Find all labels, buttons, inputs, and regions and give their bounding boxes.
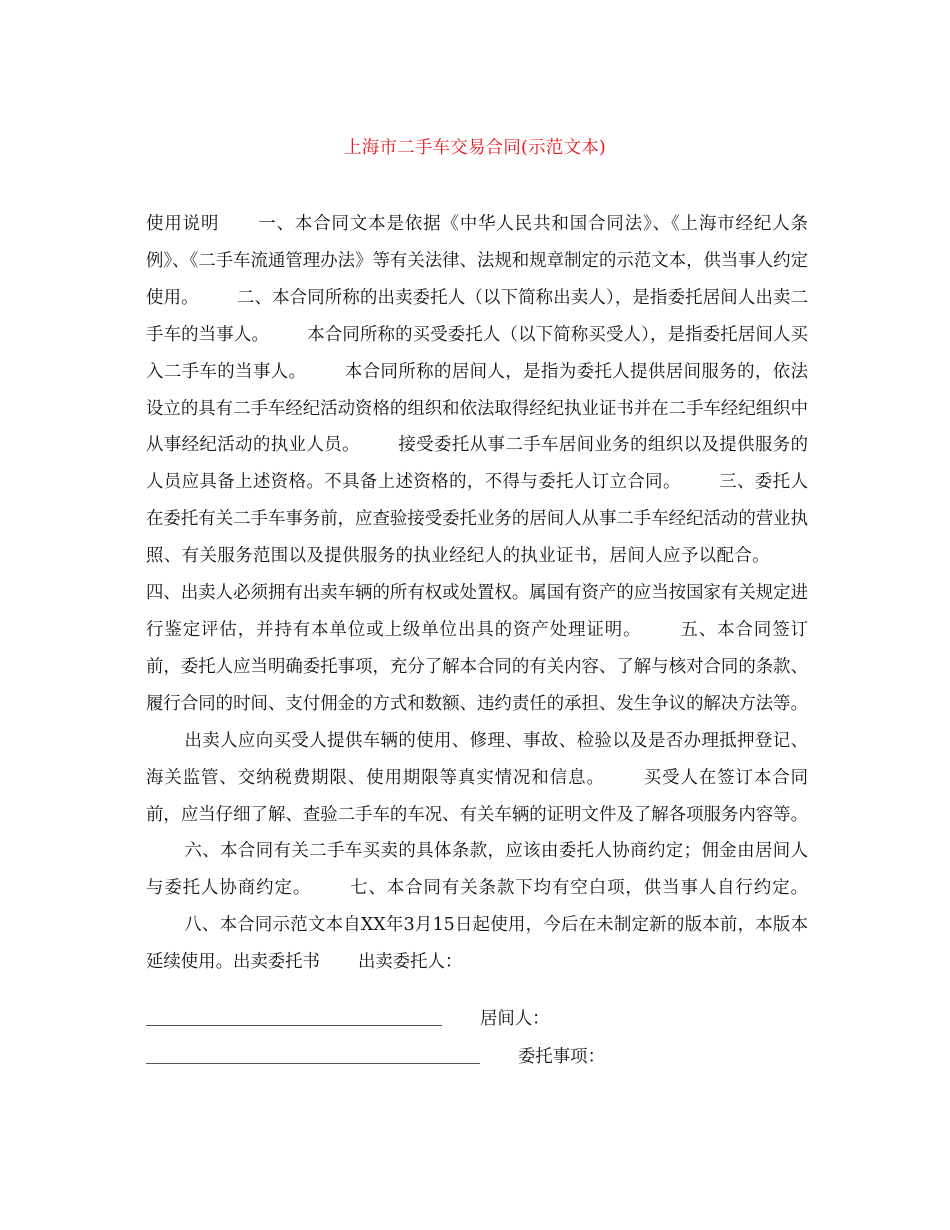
paragraph: 出卖人应向买受人提供车辆的使用、修理、事故、检验以及是否办理抵押登记、海关监管、交纳税费期限、使用期限等真实情况和信息。 (146, 730, 808, 788)
broker-field-label: 居间人： (480, 1009, 550, 1029)
paragraph: 一、本合同文本是依据《中华人民共和国合同法》、《上海市经纪人条例》、《二手车流通管理办法》等有关法律、法规和规章制定的示范文本，供当事人约定使用。 (146, 214, 808, 308)
paragraph: 买受人在签订本合同前，应当仔细了解、查验二手车的车况、有关车辆的证明文件及了解各项服务内容等。 (146, 767, 808, 825)
field-seller-label: 出卖委托人： (357, 952, 463, 973)
paragraph: 四、出卖人必须拥有出卖车辆的所有权或处置权。属国有资产的应当按国家有关规定进行鉴定评估，并持有本单位或上级单位出具的资产处理证明。 (146, 583, 808, 640)
paragraph: 五、本合同签订前，委托人应当明确委托事项，充分了解本合同的有关内容、了解与核对合同的条款、履行合同的时间、支付佣金的方式和数额、违约责任的承担、发生争议的解决方法等。 (146, 619, 808, 714)
document-body (146, 206, 808, 981)
document-title: 上海市二手车交易合同(示范文本) (344, 138, 606, 158)
section-label: 出卖委托书 (232, 952, 320, 973)
paragraph: 接受委托从事二手车居间业务的组织以及提供服务的人员应具备上述资格。不具备上述资格的，不得与委托人订立合同。 (146, 435, 808, 493)
paragraph: 二、本合同所称的出卖委托人（以下简称出卖人），是指委托居间人出卖二手车的当事人。 (146, 287, 808, 345)
paragraph: 七、本合同有关条款下均有空白项，供当事人自行约定。 (349, 878, 808, 899)
matter-field-label: 委托事项： (518, 1047, 605, 1067)
paragraph: 八、本合同示范文本自XX年3月15日起使用，今后在未制定新的版本前，本版本延续使用。 (146, 915, 808, 973)
paragraph: 六、本合同有关二手车买卖的具体条款，应该由委托人协商约定；佣金由居间人与委托人协商约定。 (146, 841, 808, 899)
paragraph: 本合同所称的居间人，是指为委托人提供居间服务的，依法设立的具有二手车经纪活动资格的组织和依法取得经纪执业证书并在二手车经纪组织中从事经纪活动的执业人员。 (146, 361, 808, 456)
broker-blank-line[interactable] (146, 1025, 442, 1026)
matter-blank-line[interactable] (146, 1063, 480, 1064)
intro-label: 使用说明 (146, 214, 220, 234)
paragraph: 三、委托人在委托有关二手车事务前，应查验接受委托业务的居间人从事二手车经纪活动的营业执照、有关服务范围以及提供服务的执业经纪人的执业证书，居间人应予以配合。 (146, 472, 808, 567)
paragraph: 本合同所称的买受委托人（以下简称买受人），是指委托居间人买入二手车的当事人。 (146, 324, 808, 382)
